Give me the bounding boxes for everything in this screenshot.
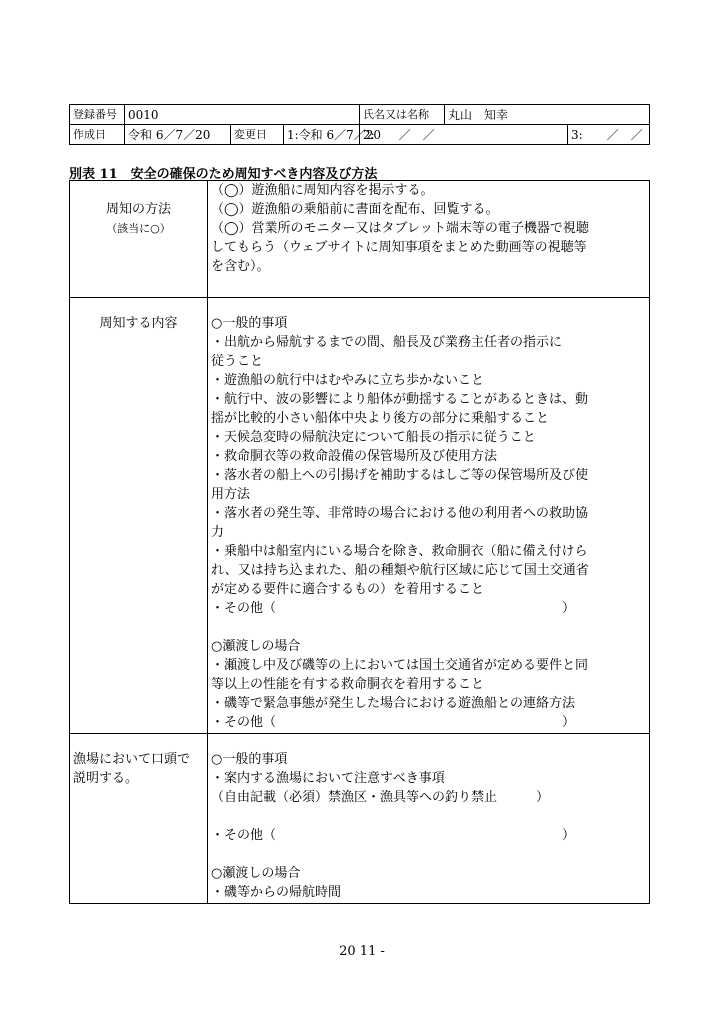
oral-general-heading: ○一般的事項 — [211, 752, 288, 767]
method-sublabel: （該当に○） — [106, 222, 171, 235]
name-label: 氏名又は名称 — [360, 105, 445, 125]
section-title: 別表 11 安全の確保のため周知すべき内容及び方法 — [69, 167, 378, 182]
transfer-heading: ○瀬渡しの場合 — [211, 639, 301, 654]
method-line: （◯）遊漁船に周知内容を掲示する。 — [211, 183, 434, 198]
changed-date-label: 変更日 — [231, 125, 284, 145]
oral-row — [70, 734, 650, 904]
oral-content-cell — [208, 734, 650, 904]
content-line: 揺が比較的小さい船体中央より後方の部分に乗船すること — [211, 411, 550, 426]
oral-label-line: 漁場において口頭で — [73, 752, 191, 767]
oral-line: ・案内する漁場において注意すべき事項 — [211, 771, 445, 786]
content-line: ・出航から帰航するまでの間、船長及び業務主任者の指示に — [211, 335, 563, 350]
content-line: 従うこと — [211, 354, 264, 369]
content-line: が定める要件に適合するもの）を着用すること — [211, 582, 485, 597]
oral-transfer-heading: ○瀬渡しの場合 — [211, 866, 301, 881]
registration-header-table — [69, 104, 650, 145]
transfer-line: ・その他（ ） — [211, 715, 576, 730]
transfer-line: ・瀬渡し中及び磯等の上においては国土交通省が定める要件と同 — [211, 658, 589, 673]
content-line: ・乗船中は船室内にいる場合を除き、救命胴衣（船に備え付けら — [211, 544, 588, 559]
content-line: 用方法 — [211, 487, 251, 502]
oral-line: （自由記載（必須）禁漁区・漁具等への釣り禁止 ） — [211, 790, 550, 805]
change-date-1: 1:令和 6／7／20 — [284, 125, 360, 145]
method-line: （◯）営業所のモニター又はタブレット端末等の電子機器で視聴 — [211, 221, 589, 236]
created-date-value: 令和 6／7／20 — [125, 125, 231, 145]
method-line: してもらう（ウェブサイトに周知事項をまとめた動画等の視聴等 — [211, 240, 587, 255]
content-label: 周知する内容 — [99, 316, 178, 331]
transfer-line: ・磯等で緊急事態が発生した場合における遊漁船との連絡方法 — [211, 696, 576, 711]
content-line: ・航行中、波の影響により船体が動揺することがあるときは、動 — [211, 392, 589, 407]
content-row — [70, 298, 650, 734]
page-number: 20 11 - — [339, 944, 385, 959]
method-content-cell — [208, 181, 650, 298]
notice-content-table — [69, 180, 650, 904]
registration-number-value: 0010 — [125, 105, 360, 125]
content-line: ・救命胴衣等の救命設備の保管場所及び使用方法 — [211, 449, 498, 464]
oral-transfer-line: ・磯等からの帰航時間 — [211, 885, 342, 900]
content-line: ・落水者の発生等、非常時の場合における他の利用者への救助協 — [211, 506, 589, 521]
registration-number-label: 登録番号 — [70, 105, 125, 125]
transfer-line: 等以上の性能を有する救命胴衣を着用すること — [211, 677, 485, 692]
content-line: 力 — [211, 525, 225, 540]
method-label: 周知の方法 — [105, 202, 171, 217]
content-line: ・落水者の船上への引揚げを補助するはしご等の保管場所及び使 — [211, 468, 589, 483]
oral-label-cell — [70, 734, 208, 904]
general-heading: ○一般的事項 — [211, 316, 288, 331]
content-line: れ、又は持ち込まれた、船の種類や航行区域に応じて国土交通省 — [211, 563, 589, 578]
content-line: ・遊漁船の航行中はむやみに立ち歩かないこと — [211, 373, 485, 388]
content-line: ・天候急変時の帰航決定について船長の指示に従うこと — [211, 430, 536, 445]
created-date-label: 作成日 — [70, 125, 125, 145]
oral-label-line: 説明する。 — [73, 771, 139, 786]
method-line: を含む）。 — [211, 259, 270, 274]
name-value: 丸山 知幸 — [445, 105, 650, 125]
oral-other-line: ・その他（ ） — [211, 828, 576, 843]
method-row — [70, 181, 650, 298]
change-date-3: 3: ／ ／ — [568, 125, 650, 145]
change-date-2: 2: ／ ／ — [360, 125, 568, 145]
content-cell — [208, 298, 650, 734]
method-line: （◯）遊漁船の乗船前に書面を配布、回覧する。 — [211, 202, 499, 217]
content-label-cell — [70, 298, 208, 734]
content-line: ・その他（ ） — [211, 601, 576, 616]
method-label-cell — [70, 181, 208, 298]
